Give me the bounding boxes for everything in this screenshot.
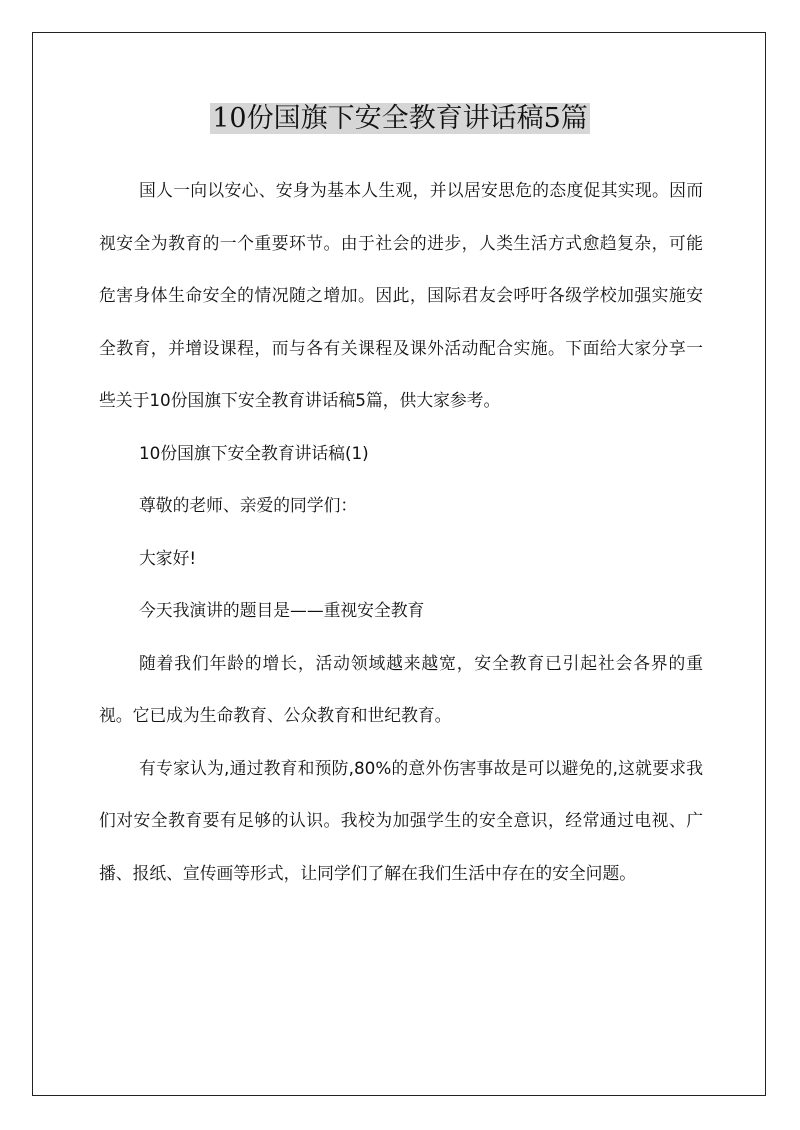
- body-paragraph: 有专家认为,通过教育和预防,80%的意外伤害事故是可以避免的,这就要求我们对安全教育要有足够的认识。我校为加强学生的安全意识，经常通过电视、广播、报纸、宣传画等形式，让同学们了解在我们生活中存在的安全问题。: [99, 757, 703, 883]
- document-title-text: 10份国旗下安全教育讲话稿5篇: [212, 103, 588, 134]
- speech-topic: 今天我演讲的题目是——重视安全教育: [139, 600, 425, 620]
- document-body: [99, 164, 703, 899]
- section-heading: 10份国旗下安全教育讲话稿(1): [139, 442, 369, 463]
- intro-paragraph: 国人一向以安心、安身为基本人生观，并以居安思危的态度促其实现。因而视安全为教育的一个重要环节。由于社会的进步，人类生活方式愈趋复杂，可能危害身体生命安全的情况随之增加。因此，国际君友会呼吁各级学校加强实施安全教育，并增设课程，而与各有关课程及课外活动配合实施。下面给大家分享一些关于10份国旗下安全教育讲话稿5篇，供大家参考。: [99, 180, 703, 410]
- greeting: 大家好!: [139, 547, 197, 568]
- salutation: 尊敬的老师、亲爱的同学们：: [139, 495, 358, 515]
- body-paragraph: 随着我们年龄的增长，活动领域越来越宽，安全教育已引起社会各界的重视。它已成为生命教育、公众教育和世纪教育。: [99, 652, 703, 725]
- document-title: [0, 97, 800, 141]
